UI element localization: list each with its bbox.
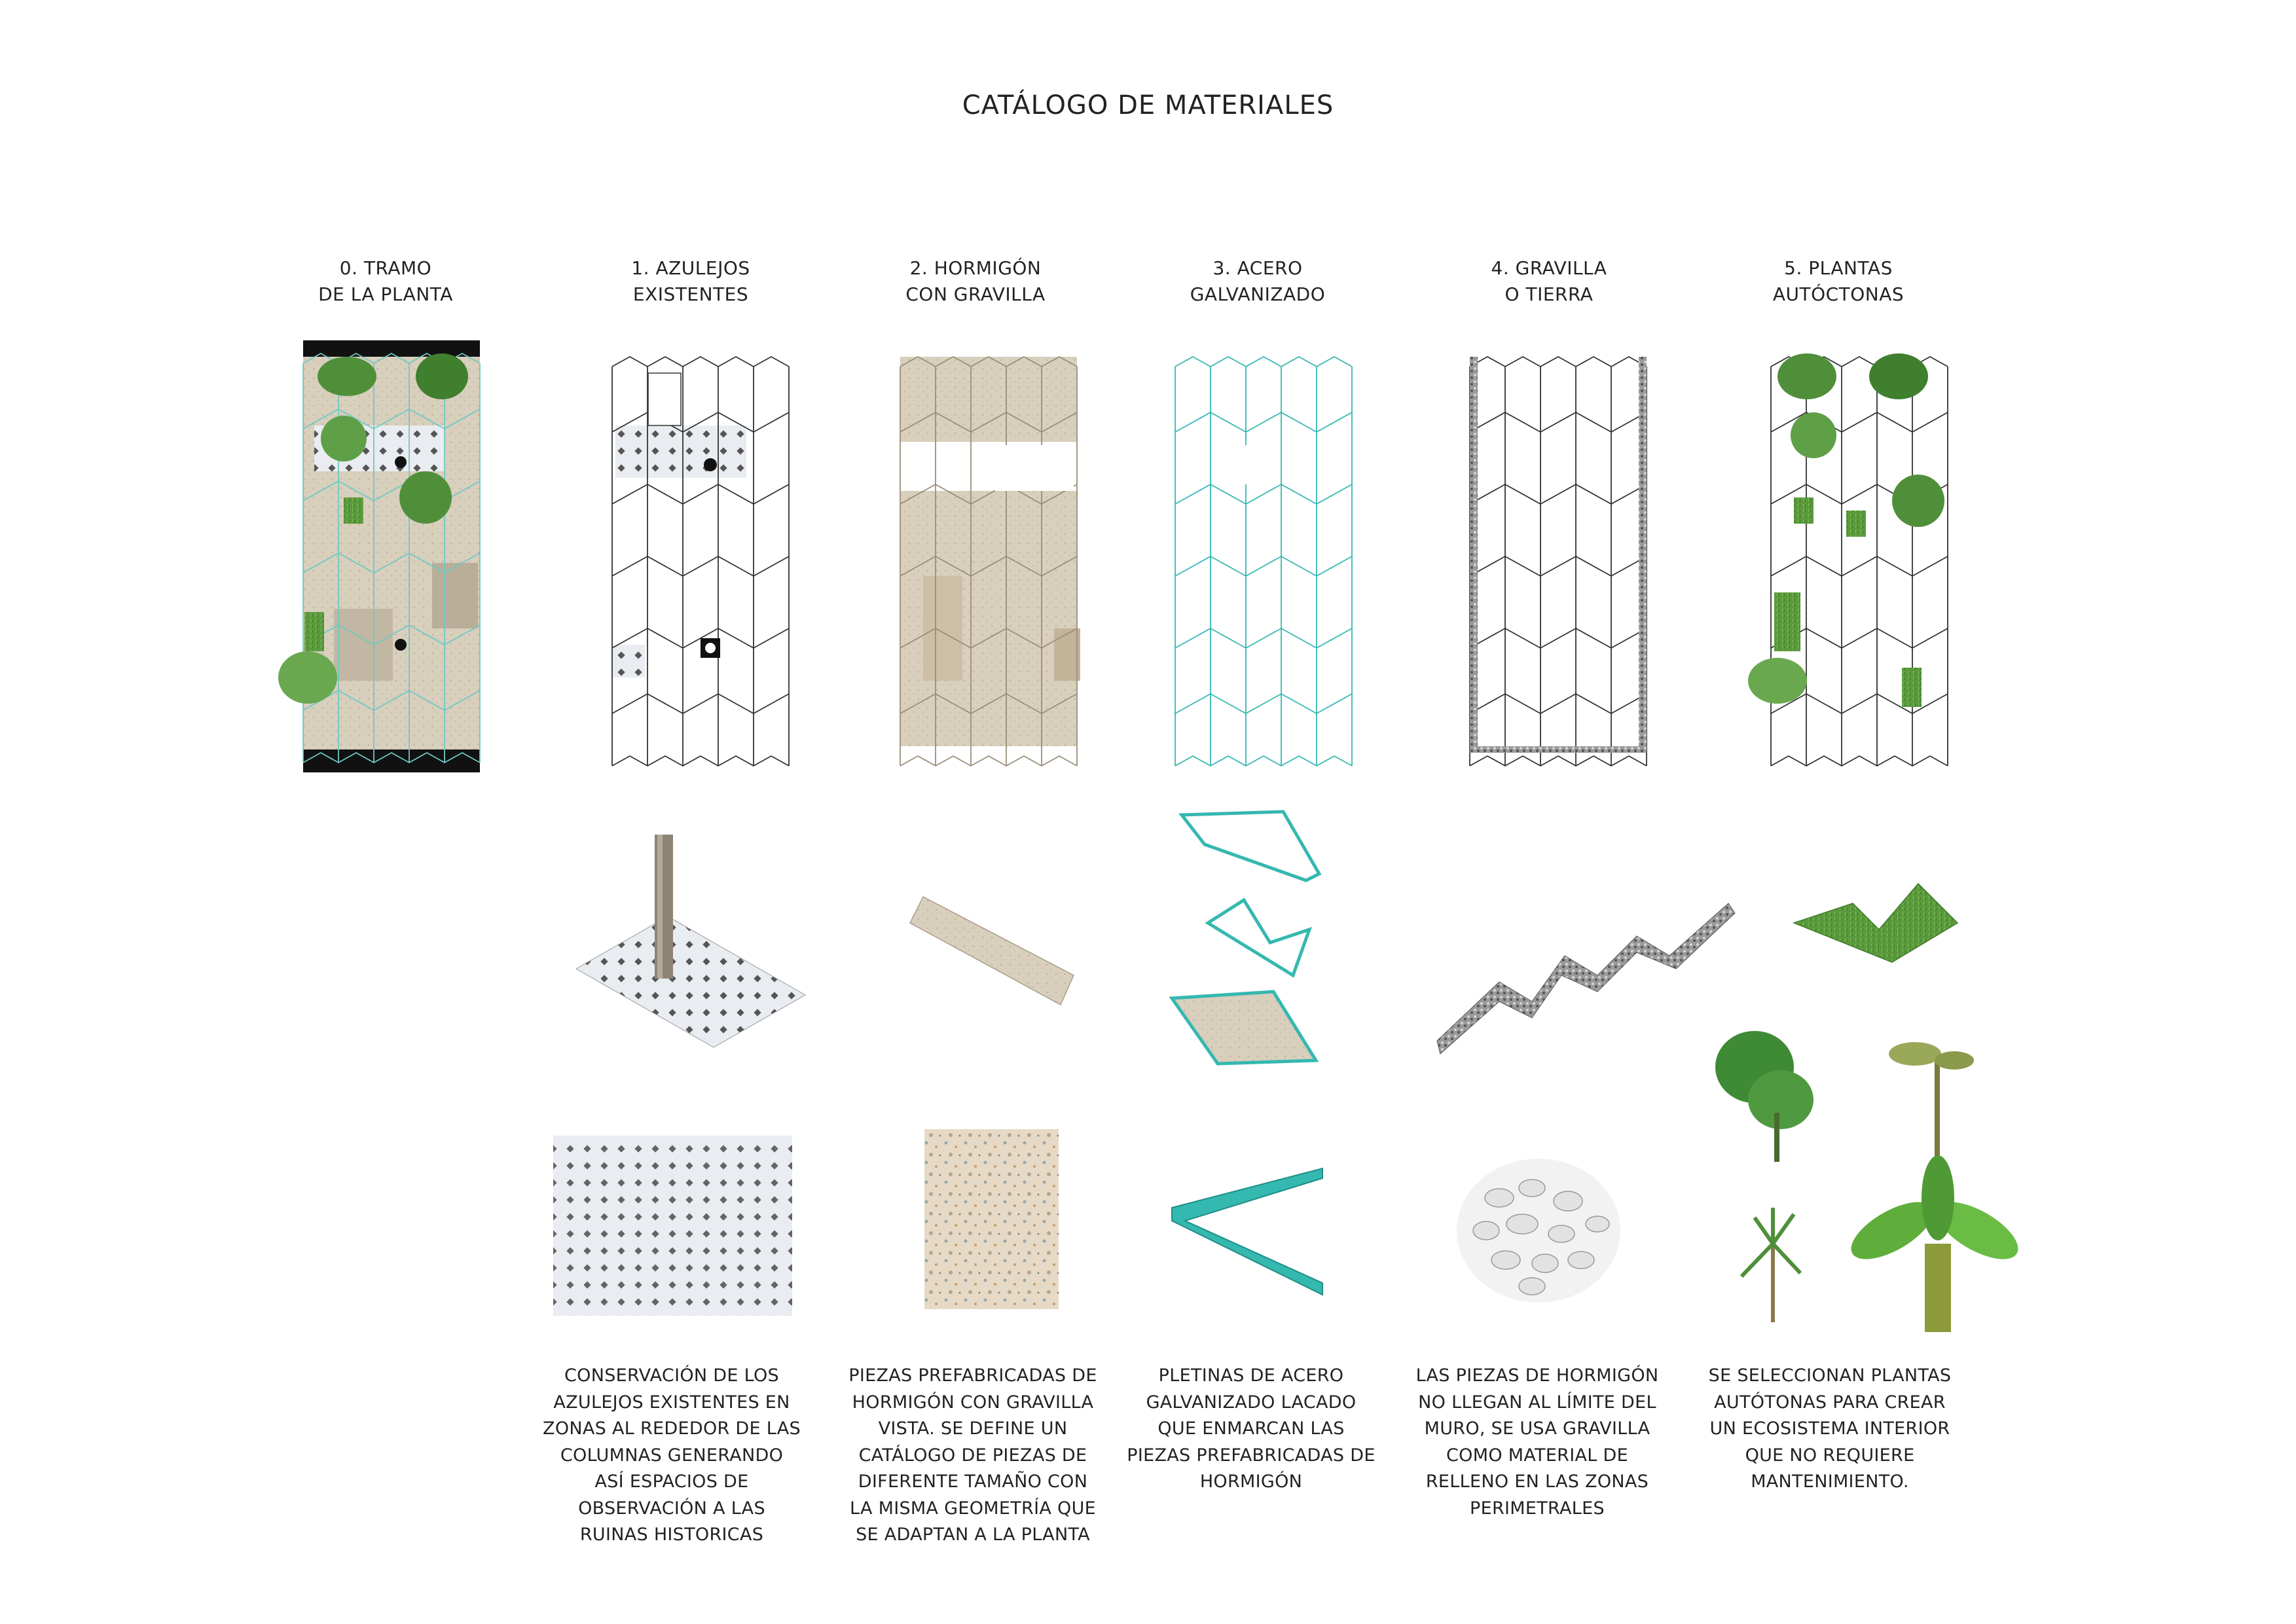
description-line: DIFERENTE TAMAÑO CON (858, 1471, 1088, 1492)
description-line: LA MISMA GEOMETRÍA QUE (850, 1498, 1096, 1519)
description-line: QUE NO REQUIERE (1745, 1445, 1915, 1466)
description-4 (1406, 1363, 1668, 1522)
heading-line-2: CON GRAVILLA (905, 283, 1046, 305)
plant-banana (1842, 1155, 2026, 1332)
axo-concrete-piece (910, 897, 1074, 1005)
description-line: PERIMETRALES (1470, 1498, 1605, 1519)
heading-line-1: 3. ACERO (1212, 257, 1303, 279)
axo-steel-pieces (1172, 812, 1319, 1064)
description-5 (1699, 1363, 1961, 1496)
heading-line-1: 1. AZULEJOS (631, 257, 750, 279)
swatch-terrazzo (924, 1129, 1059, 1309)
description-line: QUE ENMARCAN LAS (1157, 1418, 1345, 1439)
heading-line-1: 5. PLANTAS (1784, 257, 1893, 279)
description-line: CATÁLOGO DE PIEZAS DE (858, 1445, 1087, 1466)
description-3 (1120, 1363, 1382, 1496)
description-line: ASÍ ESPACIOS DE (594, 1471, 749, 1492)
description-line: PLETINAS DE ACERO (1158, 1365, 1344, 1386)
description-line: SE SELECCIONAN PLANTAS (1708, 1365, 1952, 1386)
swatch-tiles (553, 1136, 792, 1316)
plan-section-2 (900, 357, 1080, 766)
plant-palm (1741, 1208, 1800, 1322)
page-title: CATÁLOGO DE MATERIALES (962, 90, 1334, 120)
description-line: AZULEJOS EXISTENTES EN (553, 1392, 790, 1413)
heading-line-2: GALVANIZADO (1190, 283, 1326, 305)
description-line: COLUMNAS GENERANDO (560, 1445, 784, 1466)
swatch-gravel (1457, 1159, 1620, 1303)
heading-line-2: O TIERRA (1504, 283, 1594, 305)
description-line: LAS PIEZAS DE HORMIGÓN (1415, 1365, 1659, 1386)
description-line: MURO, SE USA GRAVILLA (1424, 1418, 1650, 1439)
description-1 (541, 1363, 803, 1549)
description-line: NO LLEGAN AL LÍMITE DEL (1418, 1392, 1656, 1413)
description-line: PIEZAS PREFABRICADAS DE (848, 1365, 1097, 1386)
description-line: GALVANIZADO LACADO (1146, 1392, 1357, 1413)
description-line: RELLENO EN LAS ZONAS (1425, 1471, 1649, 1492)
description-line: PIEZAS PREFABRICADAS DE (1127, 1445, 1376, 1466)
plant-monstera (1715, 1031, 1813, 1162)
plan-section-3 (1175, 357, 1352, 766)
description-line: ZONAS AL REDEDOR DE LAS (543, 1418, 801, 1439)
heading-line-1: 2. HORMIGÓN (909, 257, 1042, 279)
description-line: SE ADAPTAN A LA PLANTA (856, 1525, 1090, 1545)
description-line: OBSERVACIÓN A LAS (578, 1498, 765, 1519)
axo-tile-column (576, 835, 805, 1047)
axo-gravel-strip (1437, 903, 1735, 1054)
plan-section-1 (612, 357, 789, 766)
description-line: HORMIGÓN CON GRAVILLA (852, 1392, 1094, 1413)
plant-bird-of-paradise (1889, 1042, 1974, 1168)
heading-line-2: DE LA PLANTA (318, 283, 453, 305)
heading-line-2: EXISTENTES (632, 283, 749, 305)
description-line: UN ECOSISTEMA INTERIOR (1709, 1418, 1950, 1439)
description-2 (842, 1363, 1104, 1549)
plan-section-0 (278, 340, 480, 772)
description-line: COMO MATERIAL DE (1446, 1445, 1628, 1466)
plan-section-5 (1748, 353, 1948, 766)
axo-grass-piece (1794, 884, 1958, 962)
description-line: MANTENIMIENTO. (1751, 1471, 1909, 1492)
swatch-steel-angle (1172, 1168, 1322, 1295)
heading-line-2: AUTÓCTONAS (1772, 283, 1904, 305)
description-line: VISTA. SE DEFINE UN (878, 1418, 1068, 1439)
description-line: HORMIGÓN (1199, 1471, 1303, 1492)
description-line: CONSERVACIÓN DE LOS (564, 1365, 779, 1386)
heading-line-1: 0. TRAMO (339, 257, 432, 279)
heading-line-1: 4. GRAVILLA (1491, 257, 1607, 279)
description-line: RUINAS HISTORICAS (579, 1525, 764, 1545)
description-line: AUTÓTONAS PARA CREAR (1714, 1392, 1946, 1413)
plan-section-4 (1470, 357, 1647, 766)
